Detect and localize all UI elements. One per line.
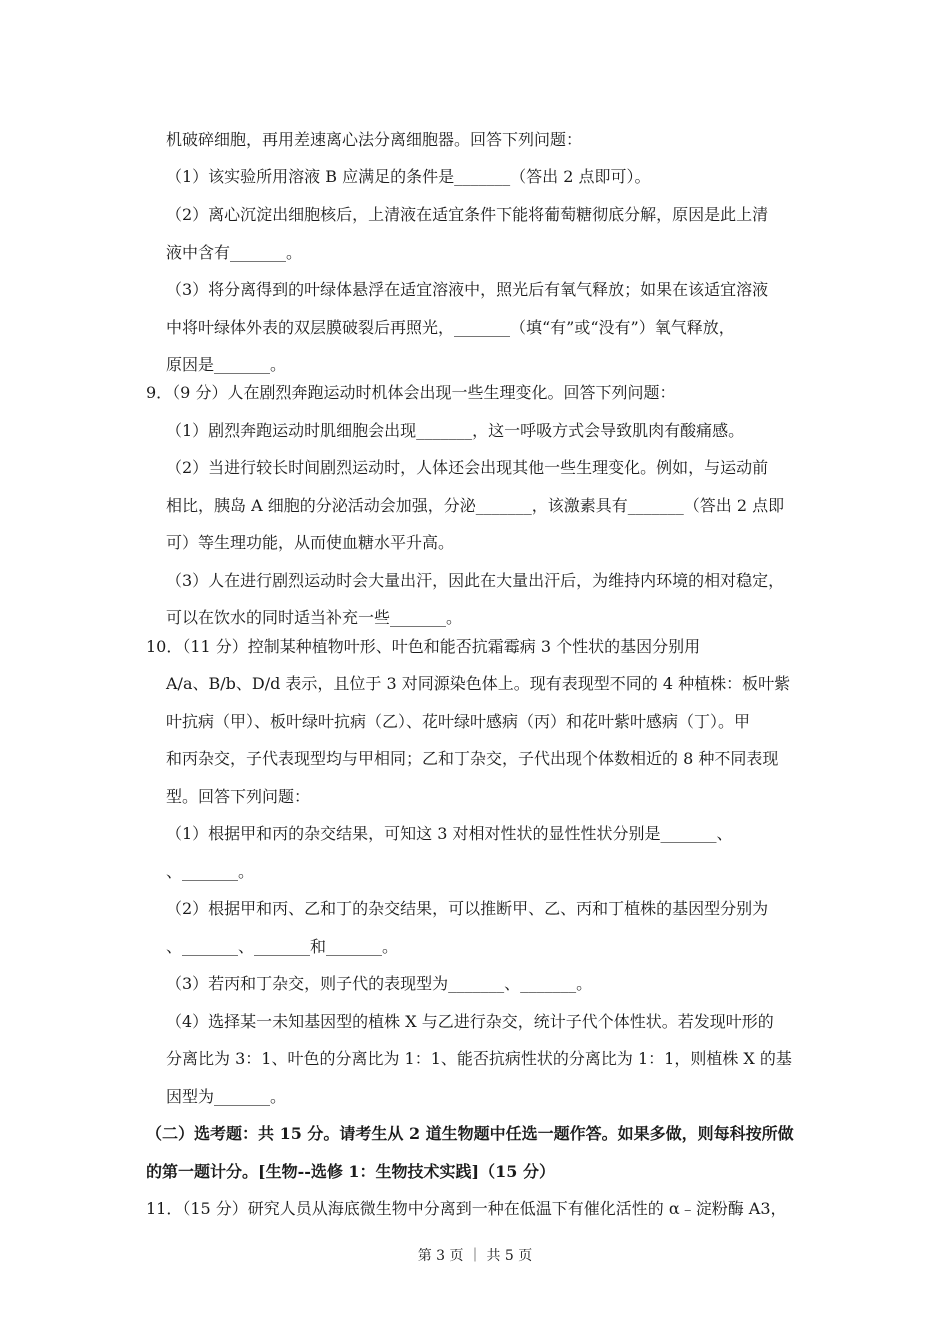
- section-heading: 的第一题计分。[生物--选修 1：生物技术实践]（15 分）: [146, 1162, 555, 1181]
- text-line: 可以在饮水的同时适当补充一些_______。: [166, 608, 463, 627]
- text-line: （1）剧烈奔跑运动时肌细胞会出现_______，这一呼吸方式会导致肌肉有酸痛感。: [166, 421, 745, 440]
- text-line: 分离比为 3：1、叶色的分离比为 1：1、能否抗病性状的分离比为 1：1，则植株 X 的基: [166, 1049, 792, 1068]
- text-line: A/a、B/b、D/d 表示，且位于 3 对同源染色体上。现有表现型不同的 4 种植株：板叶紫: [166, 674, 791, 693]
- text-line: 型。回答下列问题：: [166, 787, 311, 806]
- text-line: （2）根据甲和丙、乙和丁的杂交结果，可以推断甲、乙、丙和丁植株的基因型分别为: [166, 899, 769, 918]
- text-line: 相比，胰岛 A 细胞的分泌活动会加强，分泌_______，该激素具有_______（答出 2 点即: [166, 496, 785, 515]
- page-footer: 第 3 页 ｜ 共 5 页: [417, 1248, 533, 1264]
- text-line: 中将叶绿体外表的双层膜破裂后再照光，_______（填“有”或“没有”）氧气释放，: [166, 318, 735, 337]
- text-line: （2）离心沉淀出细胞核后，上清液在适宜条件下能将葡萄糖彻底分解，原因是此上清: [166, 205, 769, 224]
- section-heading: （二）选考题：共 15 分。请考生从 2 道生物题中任选一题作答。如果多做，则每科按所做: [146, 1124, 794, 1143]
- text-line: （3）将分离得到的叶绿体悬浮在适宜溶液中，照光后有氧气释放；如果在该适宜溶液: [166, 280, 769, 299]
- text-line: 原因是_______。: [166, 355, 287, 374]
- text-line: （1）该实验所用溶液 B 应满足的条件是_______（答出 2 点即可）。: [166, 167, 651, 186]
- text-line: （4）选择某一未知基因型的植株 X 与乙进行杂交，统计子代个体性状。若发现叶形的: [166, 1012, 774, 1031]
- text-line: （3）若丙和丁杂交，则子代的表现型为_______、_______。: [166, 974, 593, 993]
- text-line: 和丙杂交，子代表现型均与甲相同；乙和丁杂交，子代出现个体数相近的 8 种不同表现: [166, 749, 779, 768]
- text-line: 机破碎细胞，再用差速离心法分离细胞器。回答下列问题：: [166, 130, 583, 149]
- text-line: 可）等生理功能，从而使血糖水平升高。: [166, 533, 455, 552]
- text-line: （2）当进行较长时间剧烈运动时，人体还会出现其他一些生理变化。例如，与运动前: [166, 458, 769, 477]
- text-line: （3）人在进行剧烈运动时会大量出汗，因此在大量出汗后，为维持内环境的相对稳定，: [166, 571, 785, 590]
- text-line: 叶抗病（甲）、板叶绿叶抗病（乙）、花叶绿叶感病（丙）和花叶紫叶感病（丁）。甲: [166, 712, 751, 731]
- question-10-heading: 10．（11 分）控制某种植物叶形、叶色和能否抗霜霉病 3 个性状的基因分别用: [146, 637, 701, 656]
- question-11-heading: 11．（15 分）研究人员从海底微生物中分离到一种在低温下有催化活性的 α﹣淀粉酶 A3，: [146, 1199, 787, 1218]
- text-line: 液中含有_______。: [166, 243, 303, 262]
- text-line: 因型为_______。: [166, 1087, 287, 1106]
- text-line: 、_______、_______和_______。: [166, 937, 399, 956]
- question-9-heading: 9．（9 分）人在剧烈奔跑运动时机体会出现一些生理变化。回答下列问题：: [146, 383, 676, 402]
- text-line: （1）根据甲和丙的杂交结果，可知这 3 对相对性状的显性性状分别是_______、: [166, 824, 733, 843]
- text-line: 、_______。: [166, 862, 255, 881]
